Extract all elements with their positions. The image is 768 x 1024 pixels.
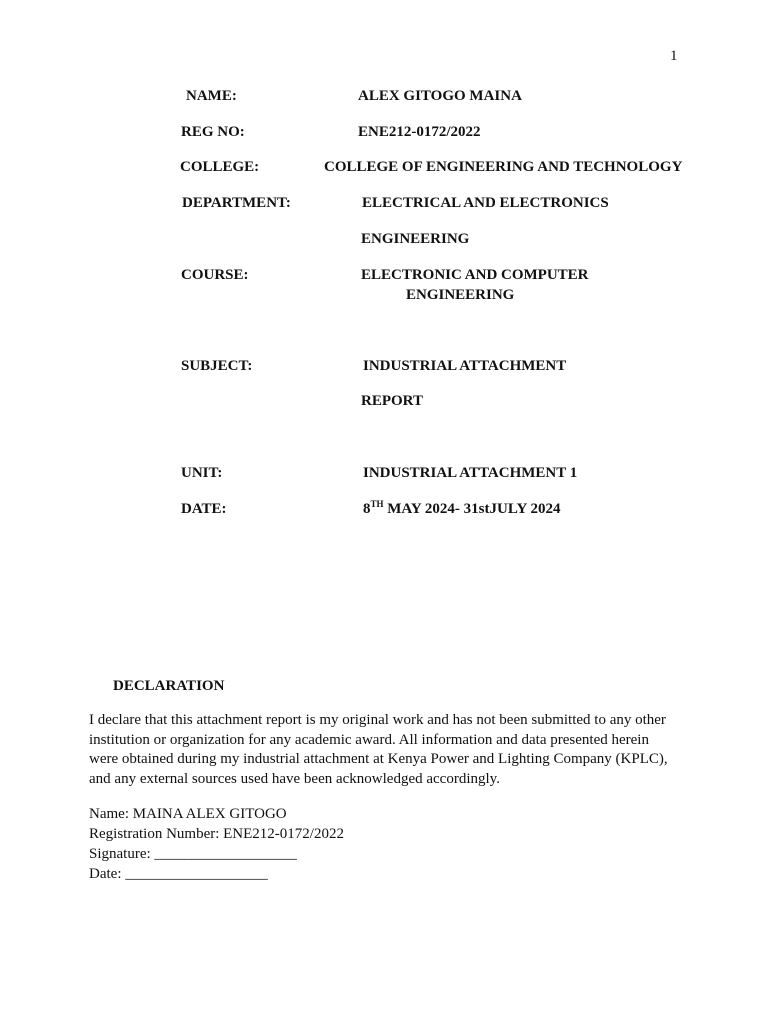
course-value-line1: ELECTRONIC AND COMPUTER (361, 267, 589, 283)
reg-label: REG NO: (181, 124, 245, 140)
declaration-heading: DECLARATION (113, 678, 225, 694)
college-label: COLLEGE: (180, 159, 260, 175)
department-value-line1: ELECTRICAL AND ELECTRONICS (362, 195, 609, 211)
date-day: 8 (363, 501, 371, 517)
subject-value-line2: REPORT (361, 393, 423, 409)
name-label: NAME: (186, 88, 237, 104)
declaration-line-3: were obtained during my industrial attachment at Kenya Power and Lighting Company (KPLC), (89, 751, 668, 767)
declaration-signature: Signature: ___________________ (89, 846, 297, 862)
college-value: COLLEGE OF ENGINEERING AND TECHNOLOGY (324, 159, 683, 175)
unit-value: INDUSTRIAL ATTACHMENT 1 (363, 465, 578, 481)
date-label: DATE: (181, 501, 227, 517)
date-day-suffix: TH (370, 499, 384, 509)
department-value-line2: ENGINEERING (361, 231, 470, 247)
declaration-line-2: institution or organization for any academic award. All information and data presented herein (89, 731, 649, 748)
subject-label: SUBJECT: (181, 358, 253, 374)
department-label: DEPARTMENT: (182, 195, 291, 211)
page-number: 1 (670, 48, 678, 64)
course-label: COURSE: (181, 267, 249, 283)
declaration-paragraph (89, 711, 689, 789)
unit-label: UNIT: (181, 465, 223, 481)
declaration-line-4: and any external sources used have been acknowledged accordingly. (89, 770, 500, 787)
declaration-date: Date: ___________________ (89, 866, 268, 882)
subject-value-line1: INDUSTRIAL ATTACHMENT (363, 358, 567, 374)
date-rest: MAY 2024- 31stJULY 2024 (383, 501, 561, 517)
name-value: ALEX GITOGO MAINA (358, 88, 522, 104)
declaration-reg-number: Registration Number: ENE212-0172/2022 (89, 826, 344, 842)
declaration-name: Name: MAINA ALEX GITOGO (89, 806, 287, 822)
declaration-line-1: I declare that this attachment report is my original work and has not been submitted to any other (89, 712, 666, 728)
date-value (363, 501, 560, 518)
reg-value: ENE212-0172/2022 (358, 124, 481, 140)
course-value-line2: ENGINEERING (406, 287, 515, 303)
